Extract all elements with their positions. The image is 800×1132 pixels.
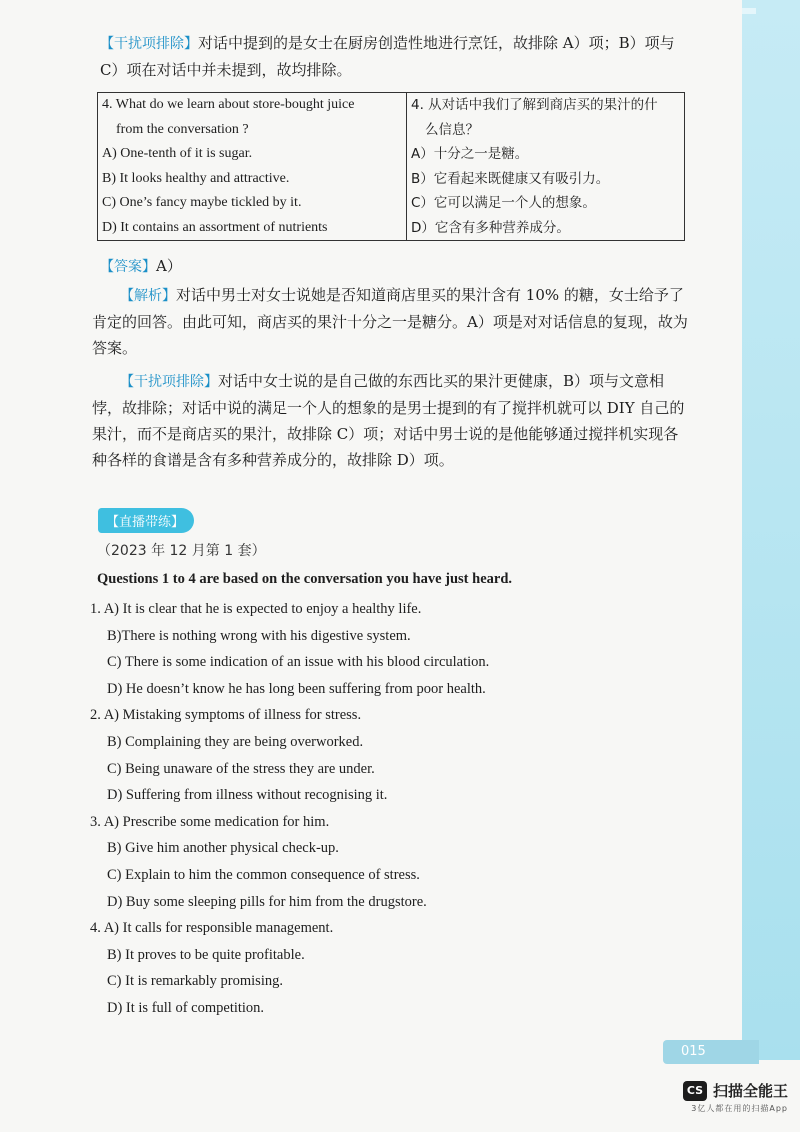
distractor-text: 对话中女士说的是自己做的东西比买的果汁更健康，B）项与文意相悖，故排除；对话中说的满足一个人的想象的是男士提到的有了搅拌机就可以 DIY 自己的果汁，而不是商店买的果汁，故排除 C）项；对话中男士说的是他能够通过搅拌机实现各种各样的食谱是含有多种营养成分的，故排除 D）项。 — [92, 372, 685, 469]
question-option: C) Being unaware of the stress they are under. — [107, 760, 375, 777]
question-translation-table — [97, 92, 685, 241]
table-row — [98, 118, 685, 143]
question-option: C) Explain to him the common consequence of stress. — [107, 866, 420, 883]
analysis-paragraph — [92, 282, 690, 361]
question-option: B) Give him another physical check-up. — [107, 840, 339, 857]
question-option: C) There is some indication of an issue with his blood circulation. — [107, 654, 490, 671]
question-first-option: 2. A) Mistaking symptoms of illness for stress. — [90, 707, 362, 724]
table-row — [98, 191, 685, 216]
question-first-option: 4. A) It calls for responsible management. — [90, 920, 334, 937]
question-option: C) It is remarkably promising. — [107, 973, 283, 990]
table-cell-chinese: C）它可以满足一个人的想象。 — [407, 191, 685, 216]
table-cell-english: A) One-tenth of it is sugar. — [98, 142, 407, 167]
top-distractor-paragraph — [100, 30, 690, 83]
table-cell-english: from the conversation ? — [98, 118, 407, 143]
live-practice-tag: 【直播带练】 — [98, 508, 194, 533]
question-list — [90, 596, 700, 1022]
table-cell-chinese: 么信息？ — [407, 118, 685, 143]
scanner-tagline: 3亿人都在用的扫描App — [691, 1104, 788, 1113]
exam-set-label: （2023 年 12 月第 1 套） — [97, 543, 266, 559]
table-row — [98, 216, 685, 241]
strip-edge — [742, 8, 756, 14]
table-cell-chinese: D）它含有多种营养成分。 — [407, 216, 685, 241]
questions-header: Questions 1 to 4 are based on the conversation you have just heard. — [97, 571, 513, 587]
question-option: D) Suffering from illness without recognising it. — [107, 787, 388, 804]
question-first-option: 3. A) Prescribe some medication for him. — [90, 813, 330, 830]
table-row — [98, 142, 685, 167]
analysis-tag: 【解析】 — [120, 288, 176, 304]
scanner-name: 扫描全能王 — [712, 1082, 788, 1100]
table-cell-chinese: A）十分之一是糖。 — [407, 142, 685, 167]
table-cell-chinese: 4. 从对话中我们了解到商店买的果汁的什 — [407, 93, 685, 118]
answer-text: A） — [156, 257, 182, 275]
analysis-text: 对话中男士对女士说她是否知道商店里买的果汁含有 10% 的糖，女士给予了肯定的回答。由此可知，商店买的果汁十分之一是糖分。A）项是对对话信息的复现，故为答案。 — [92, 286, 688, 357]
answer-line — [100, 253, 690, 280]
question-option: B) Complaining they are being overworked. — [107, 733, 364, 750]
side-color-strip — [742, 0, 800, 1060]
answer-tag: 【答案】 — [100, 259, 156, 275]
page-number: 015 — [663, 1040, 759, 1064]
scanner-watermark — [683, 1080, 788, 1114]
question-option: D) Buy some sleeping pills for him from the drugstore. — [107, 893, 427, 910]
top-distractor-text: 对话中提到的是女士在厨房创造性地进行烹饪，故排除 A）项；B）项与 C）项在对话中并未提到，故均排除。 — [100, 34, 675, 79]
question-option: D) It is full of competition. — [107, 999, 265, 1016]
table-cell-english: C) One’s fancy maybe tickled by it. — [98, 191, 407, 216]
question-option: D) He doesn’t know he has long been suffering from poor health. — [107, 680, 486, 697]
table-row — [98, 167, 685, 192]
distractor-tag: 【干扰项排除】 — [120, 374, 218, 390]
scanner-logo-icon: CS — [683, 1081, 707, 1101]
distractor-paragraph — [92, 368, 690, 473]
table-cell-english: 4. What do we learn about store-bought juice — [98, 93, 407, 118]
question-option: B)There is nothing wrong with his digestive system. — [107, 627, 411, 644]
table-cell-english: B) It looks healthy and attractive. — [98, 167, 407, 192]
question-option: B) It proves to be quite profitable. — [107, 946, 305, 963]
table-row — [98, 93, 685, 118]
question-first-option: 1. A) It is clear that he is expected to enjoy a healthy life. — [90, 601, 422, 617]
table-cell-chinese: B）它看起来既健康又有吸引力。 — [407, 167, 685, 192]
top-distractor-tag: 【干扰项排除】 — [100, 36, 198, 52]
table-cell-english: D) It contains an assortment of nutrients — [98, 216, 407, 241]
